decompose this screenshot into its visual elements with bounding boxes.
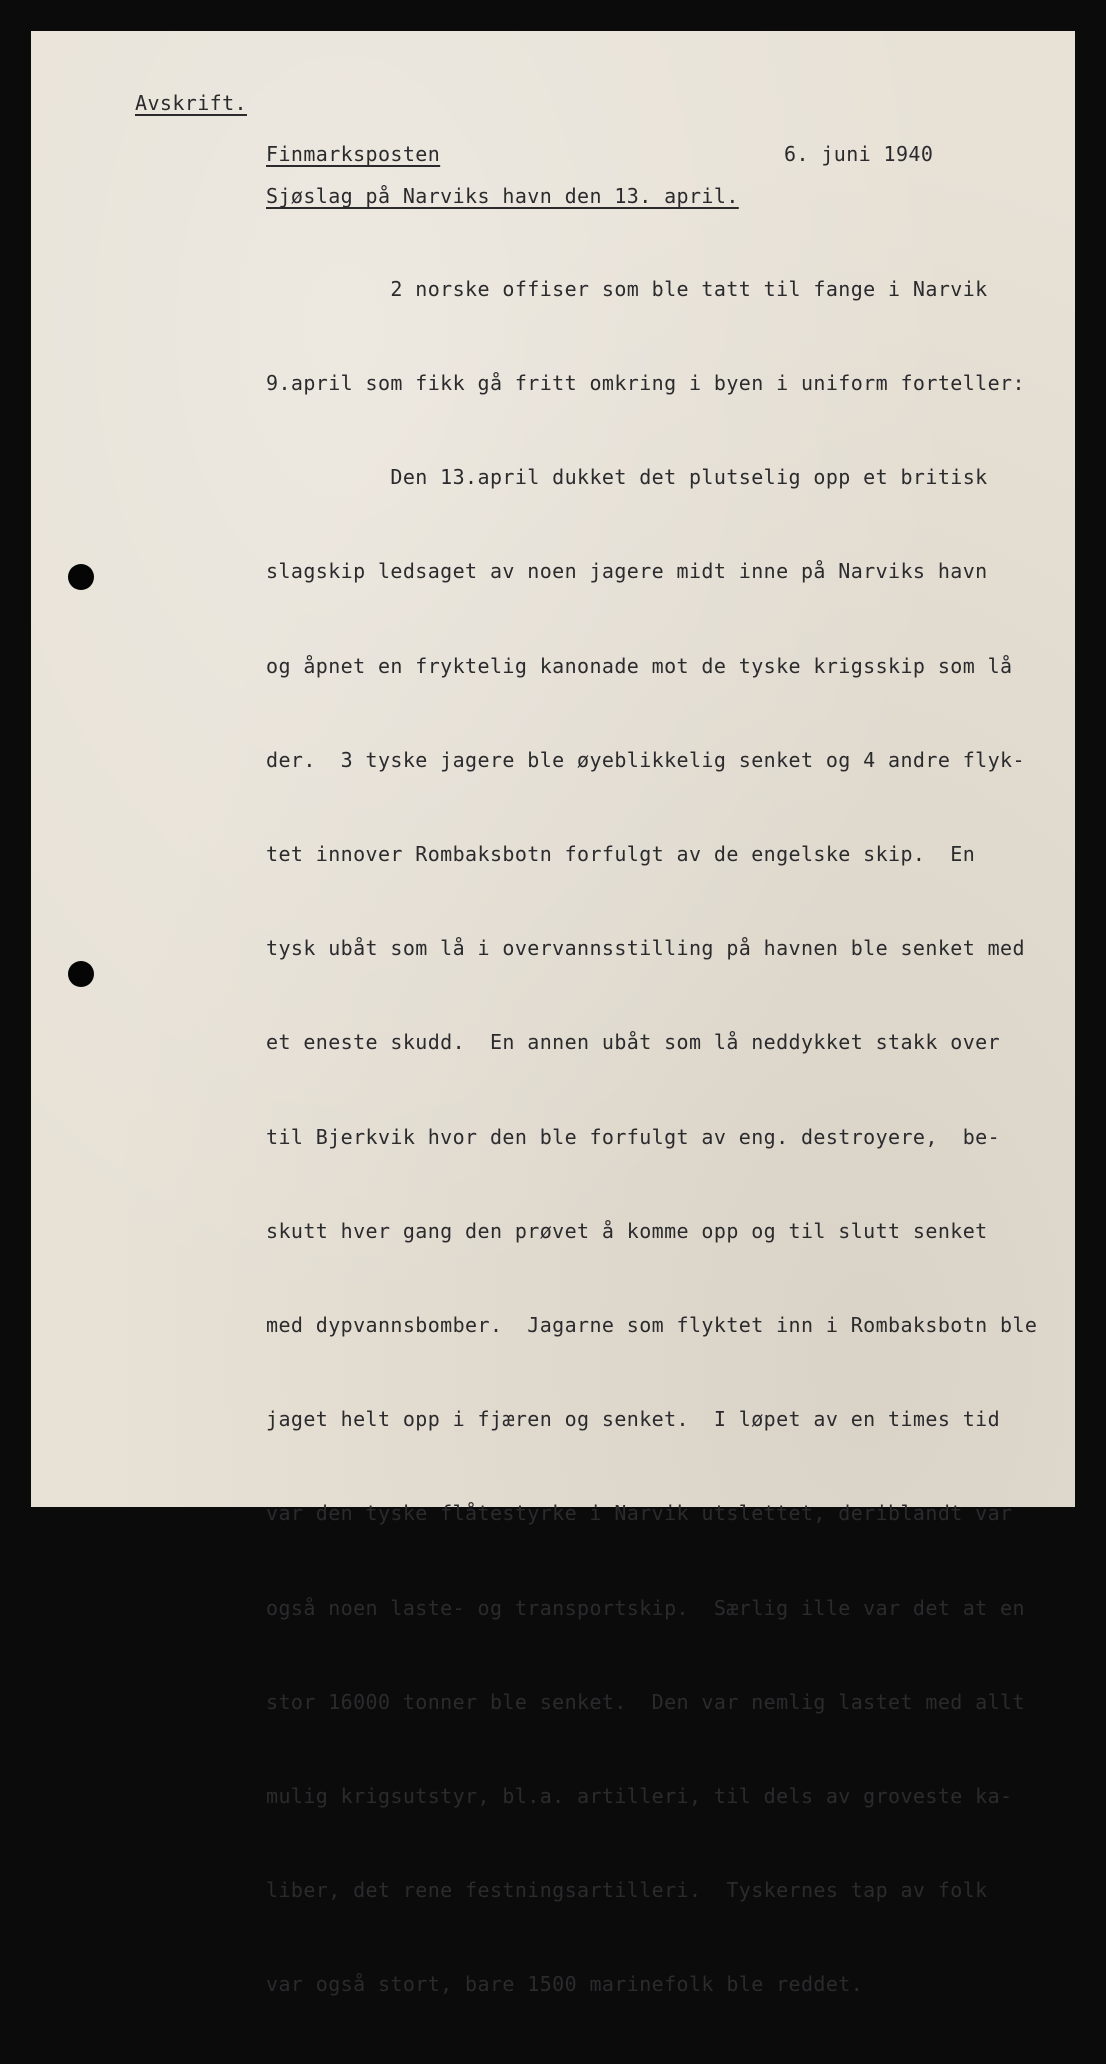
newspaper-name: Finmarksposten: [266, 142, 441, 166]
body-line: skutt hver gang den prøvet å komme opp og til slutt senket: [266, 1218, 988, 1243]
body-line: tet innover Rombaksbotn forfulgt av de engelske skip. En: [266, 842, 976, 867]
body-line: slagskip ledsaget av noen jagere midt inne på Narviks havn: [266, 559, 988, 584]
body-line: stor 16000 tonner ble senket. Den var nemlig lastet med allt: [266, 1689, 1025, 1714]
body-line: Den 13.april dukket det plutselig opp et britisk: [266, 465, 988, 490]
body-line: jaget helt opp i fjæren og senket. I løpet av en times tid: [266, 1407, 1001, 1432]
publication-date: 6. juni 1940: [784, 142, 934, 166]
body-line: liber, det rene festningsartilleri. Tyskernes tap av folk: [266, 1878, 988, 1903]
article-body: [266, 211, 1037, 2064]
punch-hole-lower: [68, 961, 94, 987]
body-line: et eneste skudd. En annen ubåt som lå neddykket stakk over: [266, 1030, 1001, 1055]
body-line: mulig krigsutstyr, bl.a. artilleri, til dels av groveste ka-: [266, 1784, 1013, 1809]
body-line: og åpnet en fryktelig kanonade mot de tyske krigsskip som lå: [266, 653, 1013, 678]
body-line: med dypvannsbomber. Jagarne som flyktet inn i Rombaksbotn ble: [266, 1313, 1038, 1338]
body-line: 9.april som fikk gå fritt omkring i byen i uniform forteller:: [266, 371, 1025, 396]
punch-hole-upper: [68, 564, 94, 590]
headline: Sjøslag på Narviks havn den 13. april.: [266, 184, 739, 208]
body-line: også noen laste- og transportskip. Særlig ille var det at en: [266, 1595, 1025, 1620]
body-line: 2 norske offiser som ble tatt til fange i Narvik: [266, 276, 988, 301]
body-line: til Bjerkvik hvor den ble forfulgt av eng. destroyere, be-: [266, 1124, 1001, 1149]
body-line: var den tyske flåtestyrke i Narvik utslettet, deriblandt var: [266, 1501, 1013, 1526]
body-line: tysk ubåt som lå i overvannsstilling på havnen ble senket med: [266, 936, 1025, 961]
body-line: der. 3 tyske jagere ble øyeblikkelig senket og 4 andre flyk-: [266, 747, 1025, 772]
document-page: [31, 31, 1075, 1997]
body-line: var også stort, bare 1500 marinefolk ble reddet.: [266, 1972, 864, 1997]
document-label: Avskrift.: [135, 91, 247, 115]
